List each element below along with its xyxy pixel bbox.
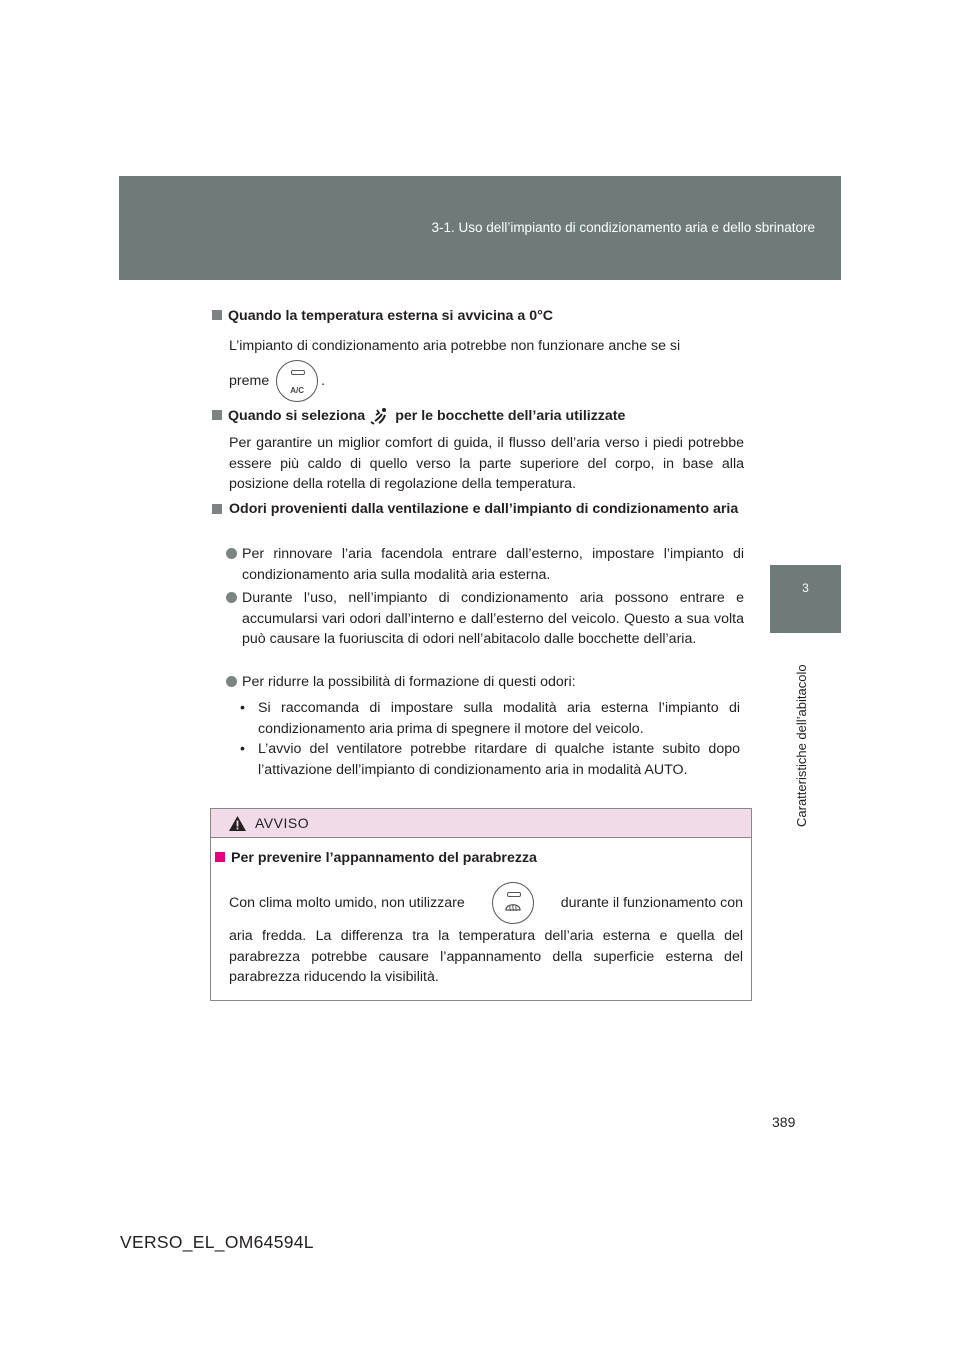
chapter-title: 3-1. Uso dell’impianto di condizionamento aria e dello sbrinatore — [431, 220, 815, 235]
sub-list-item: • L’avvio del ventilatore potrebbe ritardare di qualche istante subito dopo l’attivazione dell’impianto di condizionamento aria in modalità AUTO. — [240, 741, 740, 778]
warning-box — [210, 808, 752, 1001]
page-number: 389 — [772, 1114, 796, 1130]
section-text-temperature: L’impianto di condizionamento aria potrebbe non funzionare anche se si preme A/C . — [229, 336, 744, 402]
document-code: VERSO_EL_OM64594L — [120, 1232, 314, 1252]
section-heading-temperature: Quando la temperatura esterna si avvicina a 0°C — [212, 306, 744, 327]
vent-mode-icon — [369, 406, 391, 426]
square-bullet-icon — [212, 310, 222, 320]
defroster-button-icon — [492, 882, 534, 924]
section-text-vents: Per garantire un miglior comfort di guida, il flusso dell’aria verso i piedi potrebbe essere più caldo di quello verso la parte superiore del corpo, in base alla posizione della rotella di regolazione della temperatura. — [229, 435, 744, 492]
chapter-side-label — [794, 647, 814, 827]
warning-heading: Per prevenire l’appannamento del parabrezza — [215, 850, 537, 866]
chapter-tab — [770, 565, 841, 633]
square-bullet-icon — [212, 504, 222, 514]
bullet-dot-icon — [226, 548, 237, 559]
section-heading-odors: Odori provenienti dalla ventilazione e dall’impianto di condizionamento aria — [212, 499, 744, 520]
square-bullet-icon — [212, 410, 222, 420]
ac-button-icon: A/C — [276, 360, 318, 402]
square-bullet-icon — [215, 852, 225, 862]
list-item: Durante l’uso, nell’impianto di condizionamento aria possono entrare e accumularsi vari odori dall’interno e dall’esterno del veicolo. Questo a sua volta può causare la fuoriuscita di odori nell’abitacolo dalle bocchette dell’aria. — [226, 588, 744, 650]
chapter-number: 3 — [802, 581, 809, 595]
sub-list-item: • Si raccomanda di impostare sulla modalità aria esterna l’impianto di condizionamento aria prima di spegnere il motore del veicolo. — [240, 700, 740, 737]
warning-text: Con clima molto umido, non utilizzare durante il funzionamento con aria fredda. La differenza tra la temperatura dell’aria esterna e quella del parabrezza potrebbe causare l’appannamento della superficie esterna del parabrezza riducendo la visibilità. — [229, 882, 743, 988]
bullet-dot-icon — [226, 676, 237, 687]
warning-header — [211, 809, 751, 838]
warning-icon — [228, 815, 247, 832]
chapter-header — [119, 176, 841, 280]
list-item: Per ridurre la possibilità di formazione di questi odori: — [226, 672, 744, 693]
warning-label: AVVISO — [255, 815, 310, 831]
section-heading-vents: Quando si seleziona per le bocchette dell’aria utilizzate — [212, 406, 744, 427]
list-item: Per rinnovare l’aria facendola entrare dall’esterno, impostare l’impianto di condizionamento aria sulla modalità aria esterna. — [226, 544, 744, 585]
bullet-dot-icon — [226, 592, 237, 603]
chapter-label-text: Caratteristiche dell’abitacolo — [794, 664, 809, 827]
